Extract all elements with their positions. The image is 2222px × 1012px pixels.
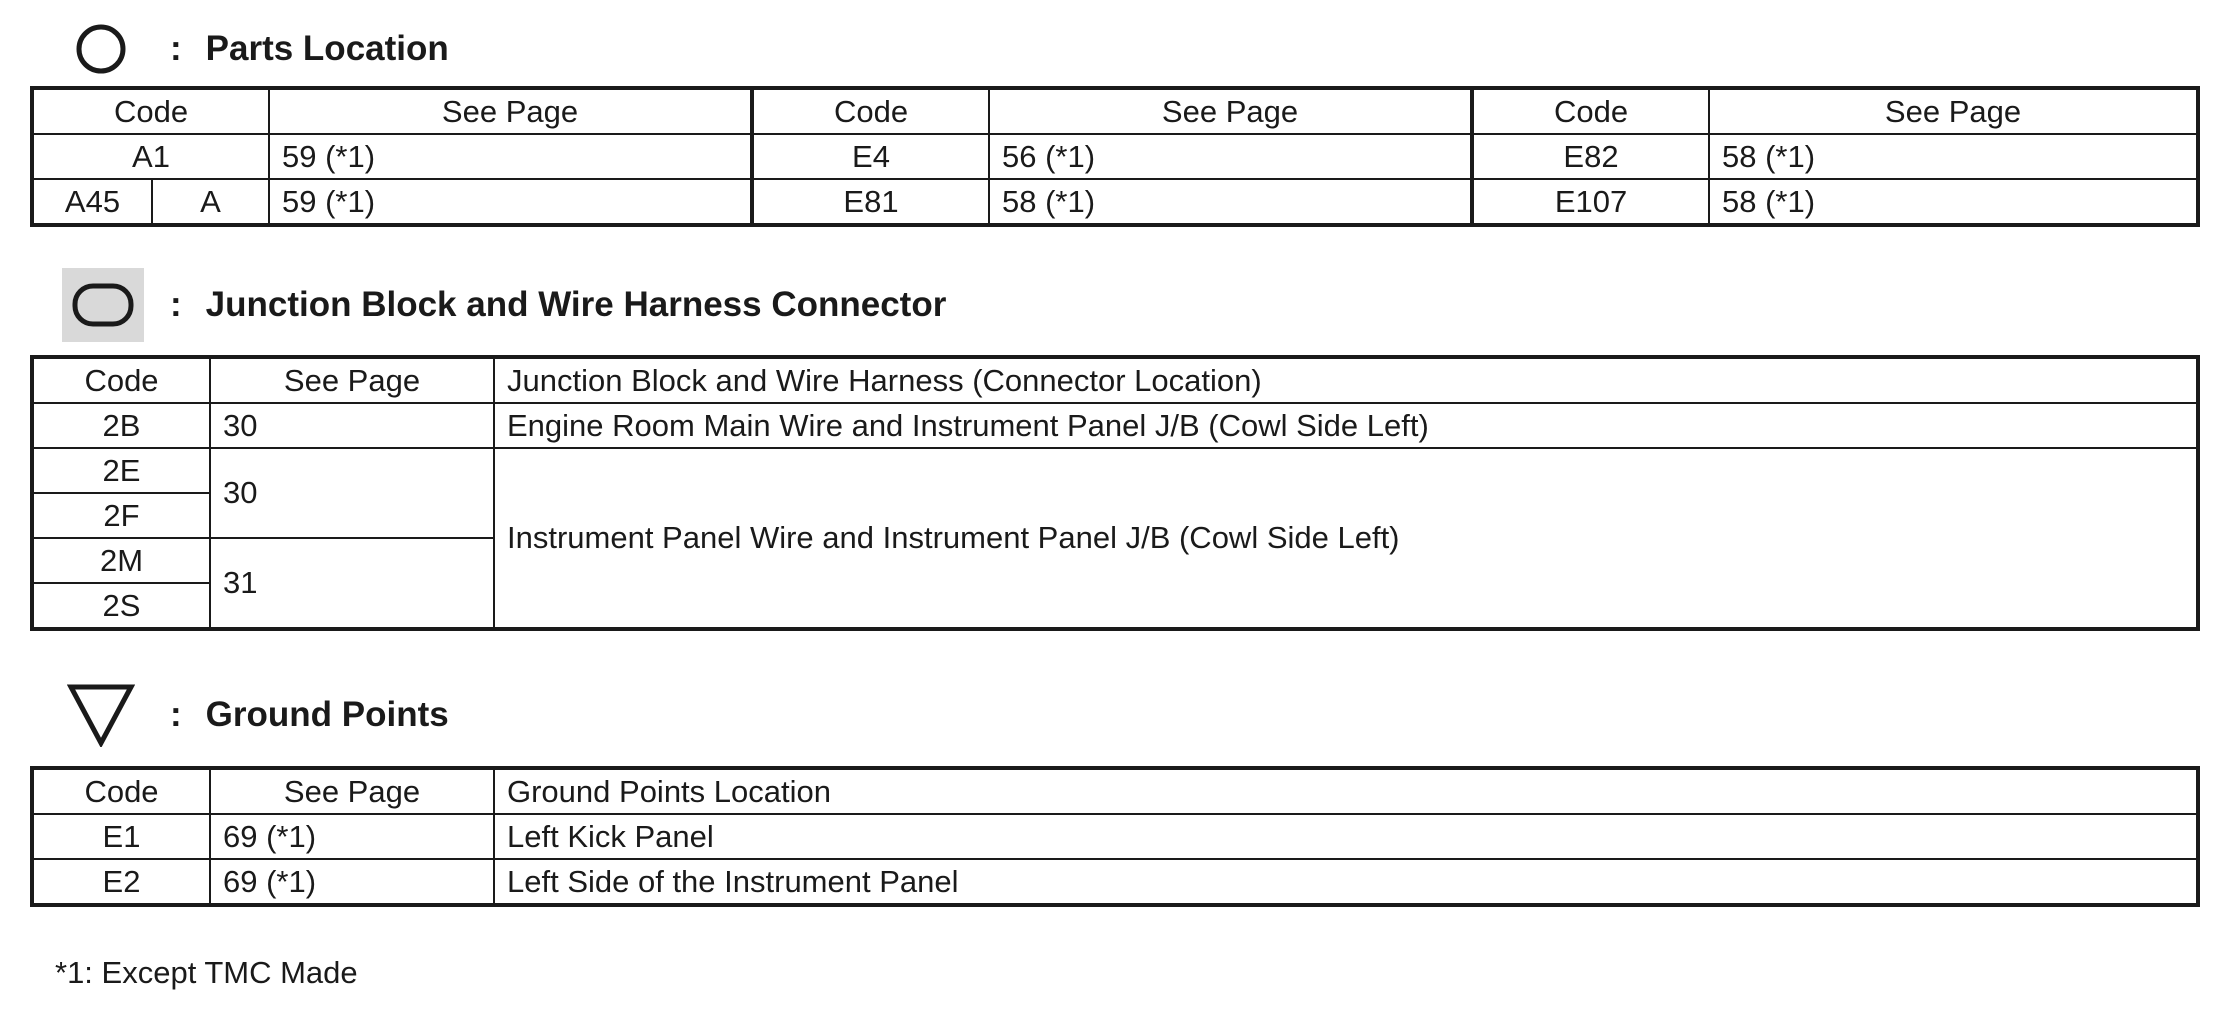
code-cell: 2M	[32, 538, 210, 583]
down-triangle-outline-icon	[62, 680, 140, 750]
column-header: Junction Block and Wire Harness (Connector Location)	[494, 357, 2198, 403]
page-cell: 58 (*1)	[1709, 134, 2198, 179]
column-header: See Page	[210, 357, 494, 403]
junction-block-title: Junction Block and Wire Harness Connector	[205, 285, 947, 324]
code-cell: E82	[1472, 134, 1709, 179]
table-row	[32, 859, 2198, 905]
ground-points-title: Ground Points	[205, 695, 449, 734]
table-header-row	[32, 88, 2198, 134]
ground-points-table	[30, 766, 2200, 907]
rounded-rect-outline-icon	[62, 268, 144, 342]
code-cell: E1	[32, 814, 210, 859]
table-header-row	[32, 768, 2198, 814]
column-header: Ground Points Location	[494, 768, 2198, 814]
code-cell: 2E	[32, 448, 210, 493]
parts-location-header	[62, 14, 449, 84]
table-row	[32, 179, 2198, 225]
column-header: See Page	[269, 88, 752, 134]
location-cell: Left Side of the Instrument Panel	[494, 859, 2198, 905]
column-header: See Page	[989, 88, 1472, 134]
page-cell: 59 (*1)	[269, 179, 752, 225]
parts-location-table	[30, 86, 2200, 227]
page-cell: 31	[210, 538, 494, 629]
code-cell: A45	[32, 179, 152, 225]
page-cell: 56 (*1)	[989, 134, 1472, 179]
junction-block-table	[30, 355, 2200, 631]
column-header: See Page	[210, 768, 494, 814]
code-cell: 2B	[32, 403, 210, 448]
page-cell: 69 (*1)	[210, 859, 494, 905]
column-header: See Page	[1709, 88, 2198, 134]
code-cell: E4	[752, 134, 989, 179]
table-header-row	[32, 357, 2198, 403]
ground-points-header	[62, 680, 449, 750]
page-cell: 58 (*1)	[989, 179, 1472, 225]
column-header: Code	[32, 357, 210, 403]
ground-points-colon: :	[170, 695, 182, 734]
column-header: Code	[1472, 88, 1709, 134]
code-cell: A1	[32, 134, 269, 179]
circle-outline-icon	[62, 14, 140, 84]
page-cell: 58 (*1)	[1709, 179, 2198, 225]
code-cell: E2	[32, 859, 210, 905]
table-row	[32, 814, 2198, 859]
location-cell: Instrument Panel Wire and Instrument Panel J/B (Cowl Side Left)	[494, 448, 2198, 629]
location-cell: Left Kick Panel	[494, 814, 2198, 859]
footnote: *1: Except TMC Made	[55, 955, 358, 990]
parts-location-title: Parts Location	[205, 29, 449, 68]
table-row	[32, 134, 2198, 179]
table-row	[32, 403, 2198, 448]
parts-location-colon: :	[170, 29, 182, 68]
column-header: Code	[752, 88, 989, 134]
column-header: Code	[32, 768, 210, 814]
junction-block-header	[62, 270, 946, 340]
code-cell: 2S	[32, 583, 210, 629]
page-cell: 59 (*1)	[269, 134, 752, 179]
page-cell: 30	[210, 403, 494, 448]
page-cell: 69 (*1)	[210, 814, 494, 859]
table-row	[32, 448, 2198, 493]
junction-block-colon: :	[170, 285, 182, 324]
code-cell: 2F	[32, 493, 210, 538]
code-cell: E81	[752, 179, 989, 225]
column-header: Code	[32, 88, 269, 134]
location-cell: Engine Room Main Wire and Instrument Panel J/B (Cowl Side Left)	[494, 403, 2198, 448]
code-cell: E107	[1472, 179, 1709, 225]
sub-code-cell: A	[152, 179, 269, 225]
page-cell: 30	[210, 448, 494, 538]
